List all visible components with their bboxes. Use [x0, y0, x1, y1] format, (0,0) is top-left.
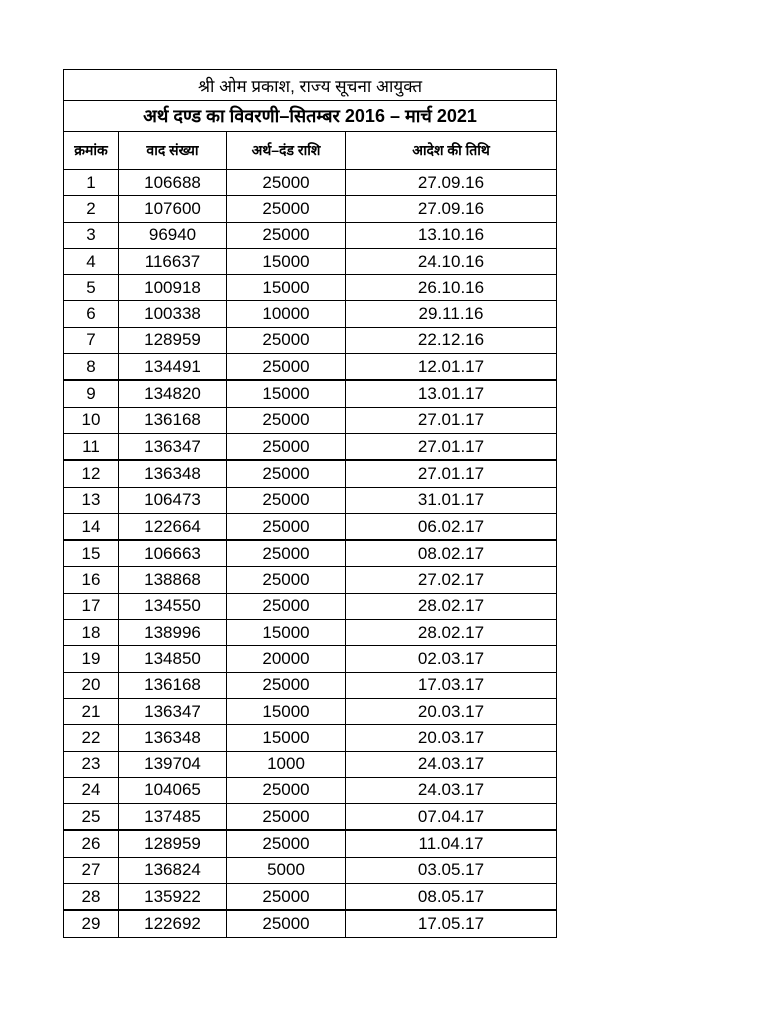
table-row — [64, 857, 557, 883]
cell-serial: 3 — [64, 222, 119, 248]
table-row — [64, 380, 557, 407]
cell-case-number: 136348 — [119, 725, 227, 751]
cell-case-number: 122664 — [119, 513, 227, 540]
table-row — [64, 513, 557, 540]
cell-order-date: 02.03.17 — [346, 646, 557, 672]
column-header-serial: क्रमांक — [64, 132, 119, 170]
cell-serial: 22 — [64, 725, 119, 751]
cell-fine-amount: 15000 — [227, 620, 346, 646]
cell-order-date: 13.01.17 — [346, 380, 557, 407]
table-row — [64, 222, 557, 248]
cell-case-number: 134491 — [119, 354, 227, 381]
cell-order-date: 11.04.17 — [346, 830, 557, 857]
cell-order-date: 22.12.16 — [346, 327, 557, 353]
table-row — [64, 487, 557, 513]
fine-details-document — [63, 69, 556, 938]
cell-fine-amount: 25000 — [227, 170, 346, 196]
cell-fine-amount: 10000 — [227, 301, 346, 327]
table-body — [64, 170, 557, 938]
table-row — [64, 698, 557, 724]
cell-order-date: 27.09.16 — [346, 196, 557, 222]
cell-order-date: 17.03.17 — [346, 672, 557, 698]
table-row — [64, 327, 557, 353]
cell-serial: 15 — [64, 540, 119, 567]
table-row — [64, 275, 557, 301]
cell-fine-amount: 25000 — [227, 433, 346, 460]
cell-fine-amount: 25000 — [227, 910, 346, 937]
cell-order-date: 29.11.16 — [346, 301, 557, 327]
cell-serial: 9 — [64, 380, 119, 407]
cell-fine-amount: 15000 — [227, 725, 346, 751]
cell-serial: 6 — [64, 301, 119, 327]
table-row — [64, 301, 557, 327]
cell-fine-amount: 25000 — [227, 487, 346, 513]
cell-serial: 28 — [64, 884, 119, 911]
cell-fine-amount: 25000 — [227, 407, 346, 433]
cell-order-date: 27.09.16 — [346, 170, 557, 196]
table-row — [64, 460, 557, 487]
cell-order-date: 31.01.17 — [346, 487, 557, 513]
cell-case-number: 134820 — [119, 380, 227, 407]
cell-case-number: 136347 — [119, 433, 227, 460]
cell-fine-amount: 25000 — [227, 222, 346, 248]
cell-order-date: 24.03.17 — [346, 751, 557, 777]
cell-fine-amount: 15000 — [227, 698, 346, 724]
cell-case-number: 136168 — [119, 672, 227, 698]
cell-serial: 5 — [64, 275, 119, 301]
cell-order-date: 20.03.17 — [346, 725, 557, 751]
cell-serial: 24 — [64, 777, 119, 803]
cell-fine-amount: 25000 — [227, 672, 346, 698]
table-row — [64, 751, 557, 777]
table-row — [64, 196, 557, 222]
cell-case-number: 128959 — [119, 327, 227, 353]
table-row — [64, 830, 557, 857]
table-row — [64, 354, 557, 381]
cell-serial: 14 — [64, 513, 119, 540]
cell-order-date: 07.04.17 — [346, 804, 557, 831]
table-row — [64, 884, 557, 911]
cell-serial: 21 — [64, 698, 119, 724]
cell-order-date: 17.05.17 — [346, 910, 557, 937]
cell-order-date: 12.01.17 — [346, 354, 557, 381]
cell-case-number: 100918 — [119, 275, 227, 301]
title-row — [64, 70, 557, 101]
cell-serial: 25 — [64, 804, 119, 831]
cell-case-number: 106473 — [119, 487, 227, 513]
table-row — [64, 910, 557, 937]
fine-details-table — [63, 69, 557, 938]
cell-order-date: 27.01.17 — [346, 460, 557, 487]
cell-case-number: 136824 — [119, 857, 227, 883]
cell-serial: 1 — [64, 170, 119, 196]
cell-fine-amount: 25000 — [227, 884, 346, 911]
cell-order-date: 13.10.16 — [346, 222, 557, 248]
cell-order-date: 24.03.17 — [346, 777, 557, 803]
table-row — [64, 620, 557, 646]
cell-case-number: 116637 — [119, 248, 227, 274]
cell-fine-amount: 25000 — [227, 567, 346, 593]
cell-order-date: 08.02.17 — [346, 540, 557, 567]
column-header-fine-amount: अर्थ–दंड राशि — [227, 132, 346, 170]
cell-fine-amount: 25000 — [227, 777, 346, 803]
cell-fine-amount: 15000 — [227, 275, 346, 301]
cell-order-date: 03.05.17 — [346, 857, 557, 883]
table-row — [64, 804, 557, 831]
cell-case-number: 135922 — [119, 884, 227, 911]
cell-serial: 8 — [64, 354, 119, 381]
cell-case-number: 136168 — [119, 407, 227, 433]
table-row — [64, 540, 557, 567]
cell-case-number: 104065 — [119, 777, 227, 803]
cell-fine-amount: 25000 — [227, 196, 346, 222]
column-header-row — [64, 132, 557, 170]
cell-fine-amount: 25000 — [227, 593, 346, 619]
cell-order-date: 27.01.17 — [346, 407, 557, 433]
document-title: श्री ओम प्रकाश, राज्य सूचना आयुक्त — [64, 70, 557, 101]
cell-serial: 26 — [64, 830, 119, 857]
cell-order-date: 27.01.17 — [346, 433, 557, 460]
cell-serial: 19 — [64, 646, 119, 672]
cell-order-date: 20.03.17 — [346, 698, 557, 724]
table-row — [64, 593, 557, 619]
cell-case-number: 106688 — [119, 170, 227, 196]
cell-fine-amount: 25000 — [227, 460, 346, 487]
cell-fine-amount: 1000 — [227, 751, 346, 777]
table-row — [64, 646, 557, 672]
cell-case-number: 134850 — [119, 646, 227, 672]
cell-fine-amount: 15000 — [227, 248, 346, 274]
cell-order-date: 08.05.17 — [346, 884, 557, 911]
cell-case-number: 134550 — [119, 593, 227, 619]
cell-serial: 4 — [64, 248, 119, 274]
cell-serial: 23 — [64, 751, 119, 777]
table-row — [64, 170, 557, 196]
cell-serial: 13 — [64, 487, 119, 513]
cell-fine-amount: 15000 — [227, 380, 346, 407]
cell-case-number: 100338 — [119, 301, 227, 327]
cell-serial: 12 — [64, 460, 119, 487]
cell-order-date: 24.10.16 — [346, 248, 557, 274]
cell-serial: 27 — [64, 857, 119, 883]
table-row — [64, 725, 557, 751]
cell-serial: 11 — [64, 433, 119, 460]
cell-order-date: 06.02.17 — [346, 513, 557, 540]
column-header-case-number: वाद संख्या — [119, 132, 227, 170]
cell-serial: 7 — [64, 327, 119, 353]
cell-order-date: 28.02.17 — [346, 620, 557, 646]
table-row — [64, 777, 557, 803]
table-row — [64, 407, 557, 433]
cell-case-number: 136347 — [119, 698, 227, 724]
document-subtitle: अर्थ दण्ड का विवरणी–सितम्बर 2016 – मार्च 2021 — [64, 101, 557, 132]
cell-order-date: 28.02.17 — [346, 593, 557, 619]
cell-fine-amount: 25000 — [227, 540, 346, 567]
cell-serial: 16 — [64, 567, 119, 593]
cell-fine-amount: 25000 — [227, 804, 346, 831]
cell-fine-amount: 20000 — [227, 646, 346, 672]
subtitle-row — [64, 101, 557, 132]
column-header-order-date: आदेश की तिथि — [346, 132, 557, 170]
cell-serial: 17 — [64, 593, 119, 619]
cell-serial: 18 — [64, 620, 119, 646]
cell-serial: 29 — [64, 910, 119, 937]
cell-case-number: 107600 — [119, 196, 227, 222]
cell-case-number: 106663 — [119, 540, 227, 567]
cell-fine-amount: 25000 — [227, 354, 346, 381]
cell-serial: 2 — [64, 196, 119, 222]
table-row — [64, 672, 557, 698]
cell-case-number: 138996 — [119, 620, 227, 646]
cell-case-number: 137485 — [119, 804, 227, 831]
cell-fine-amount: 5000 — [227, 857, 346, 883]
cell-order-date: 26.10.16 — [346, 275, 557, 301]
cell-case-number: 138868 — [119, 567, 227, 593]
cell-case-number: 136348 — [119, 460, 227, 487]
cell-case-number: 128959 — [119, 830, 227, 857]
table-row — [64, 433, 557, 460]
table-row — [64, 248, 557, 274]
cell-case-number: 96940 — [119, 222, 227, 248]
cell-case-number: 122692 — [119, 910, 227, 937]
cell-case-number: 139704 — [119, 751, 227, 777]
table-row — [64, 567, 557, 593]
cell-fine-amount: 25000 — [227, 327, 346, 353]
cell-fine-amount: 25000 — [227, 513, 346, 540]
cell-serial: 10 — [64, 407, 119, 433]
cell-serial: 20 — [64, 672, 119, 698]
cell-fine-amount: 25000 — [227, 830, 346, 857]
cell-order-date: 27.02.17 — [346, 567, 557, 593]
